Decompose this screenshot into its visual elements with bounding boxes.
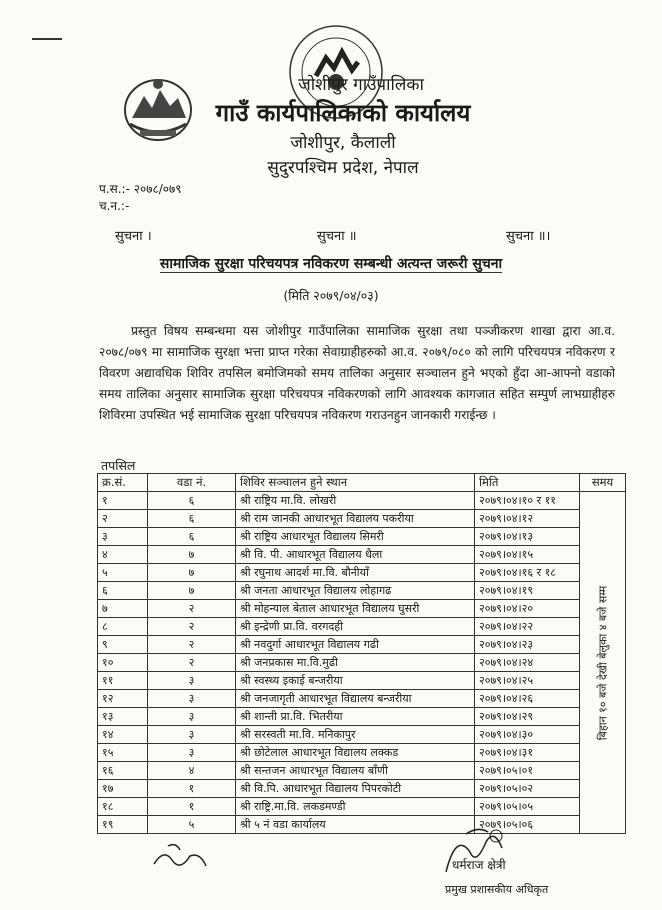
cell-serial: १०	[98, 654, 148, 672]
cell-location: श्री इन्द्रेणी प्रा.वि. वरगदही	[236, 618, 475, 636]
cell-serial: १	[98, 492, 148, 510]
cell-location: श्री जनजागृती आधारभूत विद्यालय बन्जरीया	[236, 690, 475, 708]
cell-ward: ३	[148, 690, 236, 708]
table-row	[98, 654, 626, 672]
cell-serial: ६	[98, 582, 148, 600]
cell-serial: ११	[98, 672, 148, 690]
cell-date: २०७९।०५।०५	[475, 798, 580, 816]
cell-ward: २	[148, 600, 236, 618]
cell-location: श्री जनप्रकास मा.वि.मुढी	[236, 654, 475, 672]
cell-date: २०७९।०४।२०	[475, 600, 580, 618]
cell-serial: ७	[98, 600, 148, 618]
cell-date: २०७९।०४।२६	[475, 690, 580, 708]
cell-ward: २	[148, 618, 236, 636]
cell-ward: ६	[148, 510, 236, 528]
cell-location: श्री सरस्वती मा.वि. मनिकापुर	[236, 726, 475, 744]
table-row	[98, 672, 626, 690]
cell-date: २०७९।०५।०१	[475, 762, 580, 780]
cell-location: श्री छोटेलाल आधारभूत विद्यालय लक्कड	[236, 744, 475, 762]
municipality-name: जोशीपुर गाउँपालिका	[298, 75, 424, 95]
cell-serial: ९	[98, 636, 148, 654]
cell-serial: ५	[98, 564, 148, 582]
table-row	[98, 726, 626, 744]
initial-signature	[150, 838, 210, 878]
province-country: सुदुरपश्चिम प्रदेश, नेपाल	[267, 158, 419, 178]
notice-label-3: सुचना ॥।	[506, 229, 551, 244]
table-body	[98, 492, 626, 834]
cell-ward: ३	[148, 672, 236, 690]
cell-date: २०७९।०५।०२	[475, 780, 580, 798]
table-row	[98, 780, 626, 798]
cell-ward: २	[148, 636, 236, 654]
cell-serial: १४	[98, 726, 148, 744]
cell-location: श्री राष्ट्रिय आधारभूत विद्यालय सिमरी	[236, 528, 475, 546]
cell-date: २०७९।०४।१५	[475, 546, 580, 564]
time-cell	[580, 492, 626, 834]
table-row	[98, 564, 626, 582]
signatory-name: धर्मराज क्षेत्री	[452, 858, 506, 872]
cell-location: श्री रघुनाथ आदर्श मा.वि. बौनीयाँ	[236, 564, 475, 582]
header-ward: वडा नं.	[148, 474, 236, 492]
cell-ward: १	[148, 798, 236, 816]
cell-serial: १३	[98, 708, 148, 726]
table-row	[98, 582, 626, 600]
cell-date: २०७९।०४।२३	[475, 636, 580, 654]
cell-location: श्री शान्ती प्रा.वि. भितरीया	[236, 708, 475, 726]
cell-ward: ७	[148, 564, 236, 582]
signatory-title: प्रमुख प्रशासकीय अधिकृत	[445, 883, 549, 896]
cell-date: २०७९।०४।१२	[475, 510, 580, 528]
table-row	[98, 492, 626, 510]
table-row	[98, 510, 626, 528]
cell-ward: ७	[148, 546, 236, 564]
notice-date: (मिति २०७९/०४/०३)	[283, 288, 379, 303]
cell-location: श्री वि. पी. आधारभूत विद्यालय धैला	[236, 546, 475, 564]
cell-location: श्री सन्तजन आधारभूत विद्यालय बाँणी	[236, 762, 475, 780]
cell-location: श्री राष्ट्रिय मा.वि. लोखरी	[236, 492, 475, 510]
table-row	[98, 690, 626, 708]
cell-serial: १६	[98, 762, 148, 780]
office-title: गाउँ कार्यपालिकाको कार्यालय	[215, 99, 471, 127]
camp-schedule-table	[97, 473, 626, 834]
cell-ward: ३	[148, 744, 236, 762]
cell-date: २०७९।०४।३०	[475, 726, 580, 744]
table-row	[98, 744, 626, 762]
cell-ward: ३	[148, 708, 236, 726]
cell-date: २०७९।०४।१९	[475, 582, 580, 600]
header-time: समय	[580, 474, 626, 492]
cell-serial: १५	[98, 744, 148, 762]
cell-location: श्री जनता आधारभूत विद्यालय लोहागढ	[236, 582, 475, 600]
table-row	[98, 798, 626, 816]
table-row	[98, 600, 626, 618]
letter-number: प.स.:- २०७८/०७९	[99, 182, 182, 196]
table-header-row	[98, 474, 626, 492]
notice-subject	[0, 254, 662, 273]
cell-date: २०७९।०४।१० र ११	[475, 492, 580, 510]
notice-subject-text: सामाजिक सुरक्षा परिचयपत्र नविकरण सम्बन्धी अत्यन्त जरूरी सुचना	[159, 256, 503, 272]
cell-date: २०७९।०४।३१	[475, 744, 580, 762]
header-serial: क्र.सं.	[98, 474, 148, 492]
header-location: शिविर सञ्चालन हुने स्थान	[236, 474, 475, 492]
cell-ward: ६	[148, 528, 236, 546]
table-row	[98, 528, 626, 546]
cell-serial: ८	[98, 618, 148, 636]
cell-ward: ६	[148, 492, 236, 510]
cell-serial: २	[98, 510, 148, 528]
table-row	[98, 546, 626, 564]
cell-ward: ५	[148, 816, 236, 834]
table-row	[98, 618, 626, 636]
cell-date: २०७९।०४।२५	[475, 672, 580, 690]
notice-body: प्रस्तुत विषय सम्बन्धमा यस जोशीपुर गाउँपालिका सामाजिक सुरक्षा तथा पञ्जीकरण शाखा द्वारा आ.व. २०७८/०७९ मा सामाजिक सुरक्षा भत्ता प्राप्त गरेका सेवाग्राहीहरुको आ.व. २०७९/०८० को लागि परिचयपत्र नविकरण र विवरण अद्यावधिक शिविर तपसिल बमोजिमको समय तालिका अनुसार सञ्चालन हुने भएको हुँदा आ-आफ्नो वडाको समय तालिका अनुसार सामाजिक सुरक्षा परिचयपत्र नविकरणको लागि आवश्यक कागजात सहित सम्पुर्ण लाभग्राहीहरु शिविरमा उपस्थित भई सामाजिक सुरक्षा परिचयपत्र नविकरण गराउनहुन जानकारी गराईन्छ ।	[99, 324, 615, 422]
cell-serial: १२	[98, 690, 148, 708]
cell-date: २०७९।०४।१६ र १८	[475, 564, 580, 582]
office-location: जोशीपुर, कैलाली	[290, 133, 396, 153]
margin-mark	[32, 38, 62, 40]
table-row	[98, 762, 626, 780]
table-row	[98, 708, 626, 726]
cell-date: २०७९।०४।२४	[475, 654, 580, 672]
cell-location: श्री राम जानकी आधारभूत विद्यालय पकरीया	[236, 510, 475, 528]
cell-location: श्री मोहन्याल बेताल आधारभूत विद्यालय घुसरी	[236, 600, 475, 618]
cell-date: २०७९।०४।१३	[475, 528, 580, 546]
time-note: बिहान १० बजे देखी बेलुका ४ बजे सम्म	[596, 585, 609, 740]
cell-location: श्री वि.पि. आधारभूत विद्यालय पिपरकोटी	[236, 780, 475, 798]
cell-date: २०७९।०४।२२	[475, 618, 580, 636]
table-row	[98, 636, 626, 654]
annex-label: तपसिल	[101, 458, 136, 473]
cell-location: श्री ५ नं वडा कार्यालय	[236, 816, 475, 834]
cell-serial: १९	[98, 816, 148, 834]
cell-serial: १७	[98, 780, 148, 798]
notice-label-2: सुचना ॥	[317, 229, 357, 244]
header-date: मिति	[475, 474, 580, 492]
cell-ward: ३	[148, 726, 236, 744]
cell-ward: २	[148, 654, 236, 672]
cell-serial: ३	[98, 528, 148, 546]
cell-serial: ४	[98, 546, 148, 564]
cell-location: श्री राष्ट्रि.मा.वि. लकडमण्डी	[236, 798, 475, 816]
cell-location: श्री स्वस्थ्य इकाई बन्जरीया	[236, 672, 475, 690]
cell-date: २०७९।०५।०६	[475, 816, 580, 834]
cell-ward: ४	[148, 762, 236, 780]
cell-location: श्री नवदुर्गा आधारभूत विद्यालय गढी	[236, 636, 475, 654]
cell-ward: ७	[148, 582, 236, 600]
cell-serial: १८	[98, 798, 148, 816]
cell-ward: १	[148, 780, 236, 798]
cell-date: २०७९।०४।२९	[475, 708, 580, 726]
notice-label-1: सुचना ।	[115, 229, 152, 244]
dispatch-number: च.न.:-	[99, 199, 130, 213]
